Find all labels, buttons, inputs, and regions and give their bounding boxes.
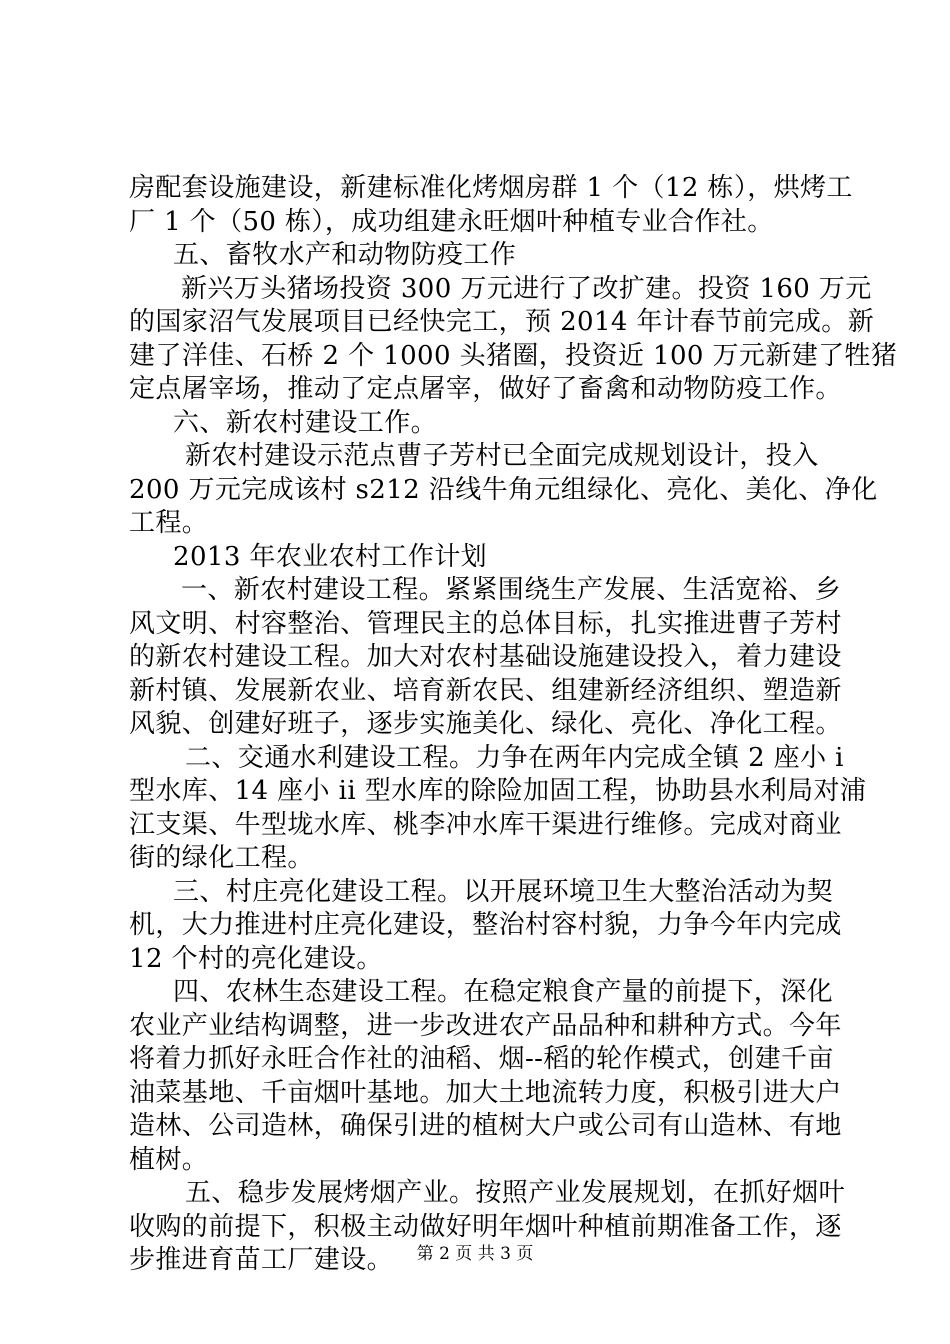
text-line: 江支渠、牛型垅水库、桃李冲水库干渠进行维修。完成对商业 [129, 809, 842, 840]
text-line: 一、新农村建设工程。紧紧围绕生产发展、生活宽裕、乡 [181, 575, 842, 605]
text-line: 四、农林生态建设工程。在稳定粮食产量的前提下，深化 [173, 977, 834, 1007]
text-line: 2013 年农业农村工作计划 [173, 541, 488, 572]
text-line: 12 个村的亮化建设。 [129, 943, 383, 974]
text-line: 建了洋佳、石桥 2 个 1000 头猪圈，投资近 100 万元新建了牲猪 [129, 340, 898, 371]
text-line: 房配套设施建设，新建标准化烤烟房群 1 个（12 栋），烘烤工 [129, 173, 853, 203]
text-line: 的国家沼气发展项目已经快完工，预 2014 年计春节前完成。新 [129, 307, 875, 337]
text-line: 机，大力推进村庄亮化建设，整治村容村貌，力争今年内完成 [129, 910, 842, 940]
text-line: 五、畜牧水产和动物防疫工作 [173, 240, 517, 270]
text-line: 风文明、村容整治、管理民主的总体目标，扎实推进曹子芳村 [129, 608, 842, 639]
page-footer: 第 2 页 共 3 页 [416, 1244, 534, 1264]
text-line: 型水库、14 座小 ii 型水库的除险加固工程，协助县水利局对浦 [129, 776, 867, 806]
text-line: 油菜基地、千亩烟叶基地。加大土地流转力度，积极引进大户 [129, 1077, 842, 1108]
text-line: 农业产业结构调整，进一步改进农产品品种和耕种方式。今年 [129, 1010, 842, 1041]
text-line: 将着力抓好永旺合作社的油稻、烟--稻的轮作模式，创建千亩 [129, 1044, 834, 1074]
text-line: 风貌、创建好班子，逐步实施美化、绿化、亮化、净化工程。 [129, 709, 842, 739]
text-line: 厂 1 个（50 栋），成功组建永旺烟叶种植专业合作社。 [129, 206, 774, 237]
document-body [129, 172, 898, 1278]
text-line: 200 万元完成该村 s212 沿线牛角元组绿化、亮化、美化、净化 [129, 474, 878, 505]
text-line: 新村镇、发展新农业、培育新农民、组建新经济组织、塑造新 [129, 675, 842, 706]
text-line: 街的绿化工程。 [129, 843, 314, 873]
text-line: 五、稳步发展烤烟产业。按照产业发展规划，在抓好烟叶 [185, 1178, 846, 1208]
text-line: 三、村庄亮化建设工程。以开展环境卫生大整治活动为契 [173, 876, 834, 907]
text-line: 新兴万头猪场投资 300 万元进行了改扩建。投资 160 万元 [181, 273, 872, 304]
text-line: 二、交通水利建设工程。力争在两年内完成全镇 2 座小 i [185, 742, 844, 773]
text-line: 定点屠宰场，推动了定点屠宰，做好了畜禽和动物防疫工作。 [129, 374, 842, 404]
text-line: 新农村建设示范点曹子芳村已全面完成规划设计，投入 [185, 441, 819, 471]
text-line: 植树。 [129, 1144, 209, 1175]
text-line: 造林、公司造林，确保引进的植树大户或公司有山造林、有地 [129, 1111, 842, 1141]
text-line: 工程。 [129, 508, 209, 538]
text-line: 的新农村建设工程。加大对农村基础设施建设投入，着力建设 [129, 642, 842, 672]
text-line: 步推进育苗工厂建设。 [129, 1245, 394, 1275]
text-line: 收购的前提下，积极主动做好明年烟叶种植前期准备工作，逐 [129, 1211, 842, 1242]
text-line: 六、新农村建设工作。 [173, 407, 438, 438]
